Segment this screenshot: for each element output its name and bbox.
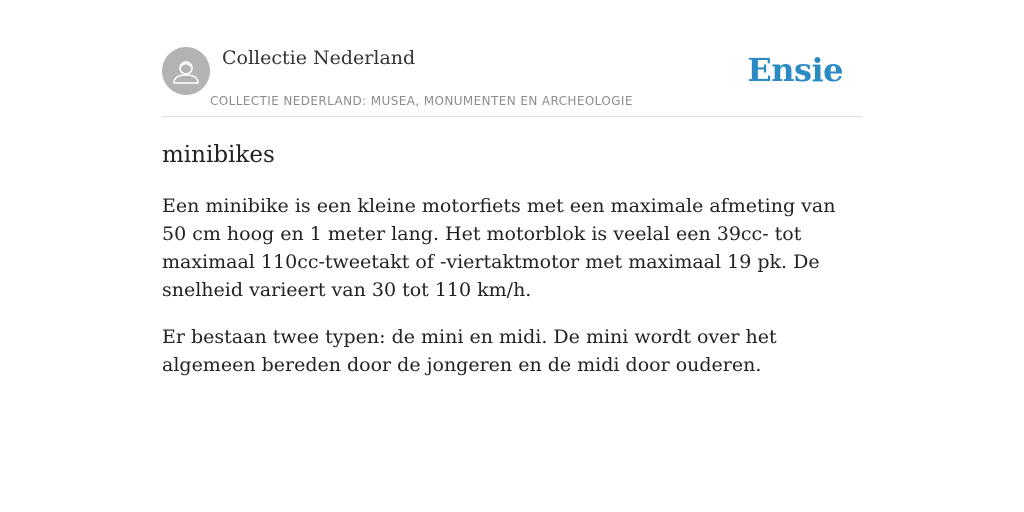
user-icon xyxy=(162,47,210,95)
author-avatar[interactable] xyxy=(162,47,210,95)
article-title: minibikes xyxy=(162,142,275,168)
article-paragraph: Een minibike is een kleine motorfiets met een maximale afmeting van 50 cm hoog en 1 meter lang. Het motorblok is veelal een 39cc- tot maximaal 110cc-tweetakt of -viertaktmotor met maximaal 19 pk. De snelheid varieert van 30 tot 110 km/h. xyxy=(162,195,836,301)
article-header xyxy=(162,44,862,117)
brand-logo[interactable]: Ensie xyxy=(747,51,843,89)
article-body xyxy=(162,192,862,398)
source-label[interactable]: COLLECTIE NEDERLAND: MUSEA, MONUMENTEN EN ARCHEOLOGIE xyxy=(210,94,633,108)
author-name[interactable]: Collectie Nederland xyxy=(222,47,416,69)
article-paragraph: Er bestaan twee typen: de mini en midi. De mini wordt over het algemeen bereden door de jongeren en de midi door ouderen. xyxy=(162,326,777,376)
